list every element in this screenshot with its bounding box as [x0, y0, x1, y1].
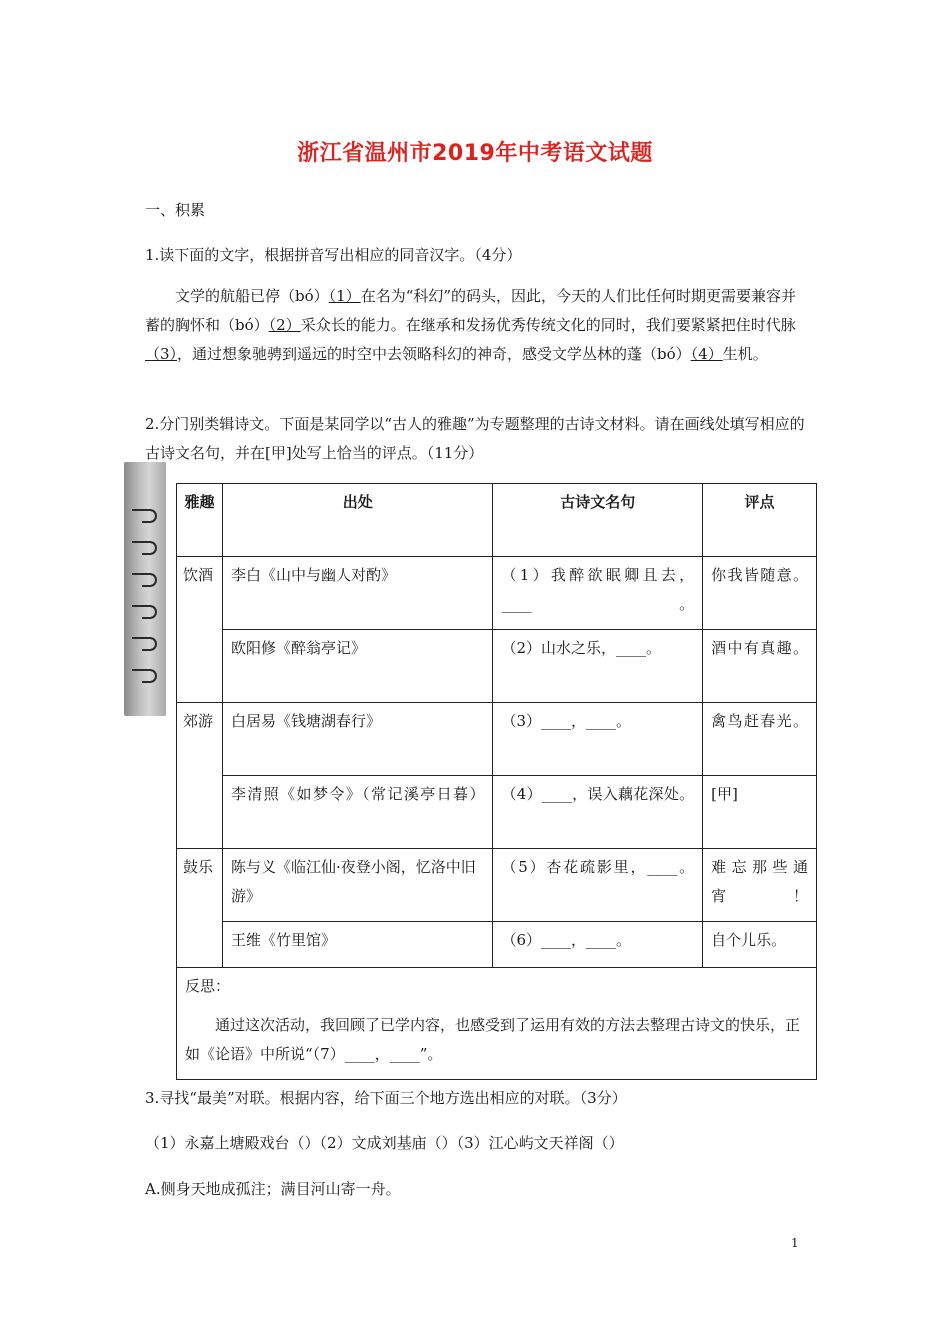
blank-4: （4） [690, 345, 723, 363]
source-cell: 陈与义《临江仙·夜登小阁，忆洛中旧游》 [222, 849, 493, 922]
page-number: 1 [791, 1236, 799, 1250]
page-title: 浙江省温州市2019年中考语文试题 [297, 141, 653, 166]
passage-text: 文学的航船已停（bó） [175, 287, 329, 305]
reflection-label: 反思： [185, 977, 231, 995]
passage-text: ，通过想象驰骋到遥远的时空中去领略科幻的神奇，感受文学丛林的蓬（bó） [177, 345, 691, 363]
comment-cell: 酒中有真趣。 [703, 630, 817, 703]
reflection-row [177, 968, 817, 1080]
question-1-stem: 1.读下面的文字，根据拼音写出相应的同音汉字。（4分） [145, 246, 522, 264]
question-3-places: （1）永嘉上塘殿戏台（）（2）文成刘基庙（）（3）江心屿文天祥阁（） [145, 1134, 624, 1152]
source-cell: 欧阳修《醉翁亭记》 [222, 630, 493, 703]
question-2-stem: 2.分门别类辑诗文。下面是某同学以“古人的雅趣”为专题整理的古诗文材料。请在画线处填写相应的古诗文名句，并在[甲]处写上恰当的评点。（11分） [145, 415, 805, 462]
question-3-option-a: A.侧身天地成孤注；满目河山寄一舟。 [145, 1180, 401, 1198]
line-cell: （2）山水之乐，____。 [493, 630, 703, 703]
comment-cell: 禽鸟赶春光。 [703, 703, 817, 776]
reflection-text: 通过这次活动，我回顾了已学内容，也感受到了运用有效的方法去整理古诗文的快乐，正如《论语》中所说“（7）____，____”。 [185, 1016, 801, 1063]
header-line: 古诗文名句 [493, 484, 703, 557]
table-header-row [177, 484, 817, 557]
table-row [177, 630, 817, 703]
comment-cell: 难忘那些通宵！ [703, 849, 817, 922]
section-heading: 一、积累 [145, 201, 206, 219]
poem-table [176, 483, 817, 1080]
blank-2: （2） [268, 316, 301, 334]
table-row [177, 922, 817, 968]
category-cell: 鼓乐 [177, 849, 223, 968]
header-source: 出处 [222, 484, 493, 557]
passage-text: 生机。 [722, 345, 768, 363]
line-cell: （4）____，误入藕花深处。 [493, 776, 703, 849]
reflection-cell [177, 968, 817, 1080]
source-cell: 李白《山中与幽人对酌》 [222, 557, 493, 630]
passage-text: 采众长的能力。在继承和发扬优秀传统文化的同时，我们要紧紧把住时代脉 [300, 316, 796, 334]
comment-cell: 自个儿乐。 [703, 922, 817, 968]
category-cell: 饮酒 [177, 557, 223, 703]
line-cell: （5）杏花疏影里，____。 [493, 849, 703, 922]
source-cell: 李清照《如梦令》（常记溪亭日暮） [222, 776, 493, 849]
category-cell: 郊游 [177, 703, 223, 849]
source-cell: 白居易《钱塘湖春行》 [222, 703, 493, 776]
binder-rings-image [124, 462, 166, 716]
table-row [177, 776, 817, 849]
line-cell: （1）我醉欲眠卿且去，____。 [493, 557, 703, 630]
line-cell: （6）____，____。 [493, 922, 703, 968]
header-comment: 评点 [703, 484, 817, 557]
header-yaqu: 雅趣 [177, 484, 223, 557]
source-cell: 王维《竹里馆》 [222, 922, 493, 968]
table-row [177, 849, 817, 922]
question-3-stem: 3.寻找“最美”对联。根据内容，给下面三个地方选出相应的对联。（3分） [145, 1089, 627, 1107]
question-1-passage [145, 282, 808, 369]
table-row [177, 557, 817, 630]
line-cell: （3）____，____。 [493, 703, 703, 776]
blank-3: （3） [145, 345, 178, 363]
comment-cell: [甲] [703, 776, 817, 849]
passage-text: 在名为“科幻”的码头，因此，今天的人们比任何时期更需要兼容并蓄的胸怀和（bó） [145, 287, 797, 334]
blank-1: （1） [328, 287, 361, 305]
table-row [177, 703, 817, 776]
comment-cell: 你我皆随意。 [703, 557, 817, 630]
